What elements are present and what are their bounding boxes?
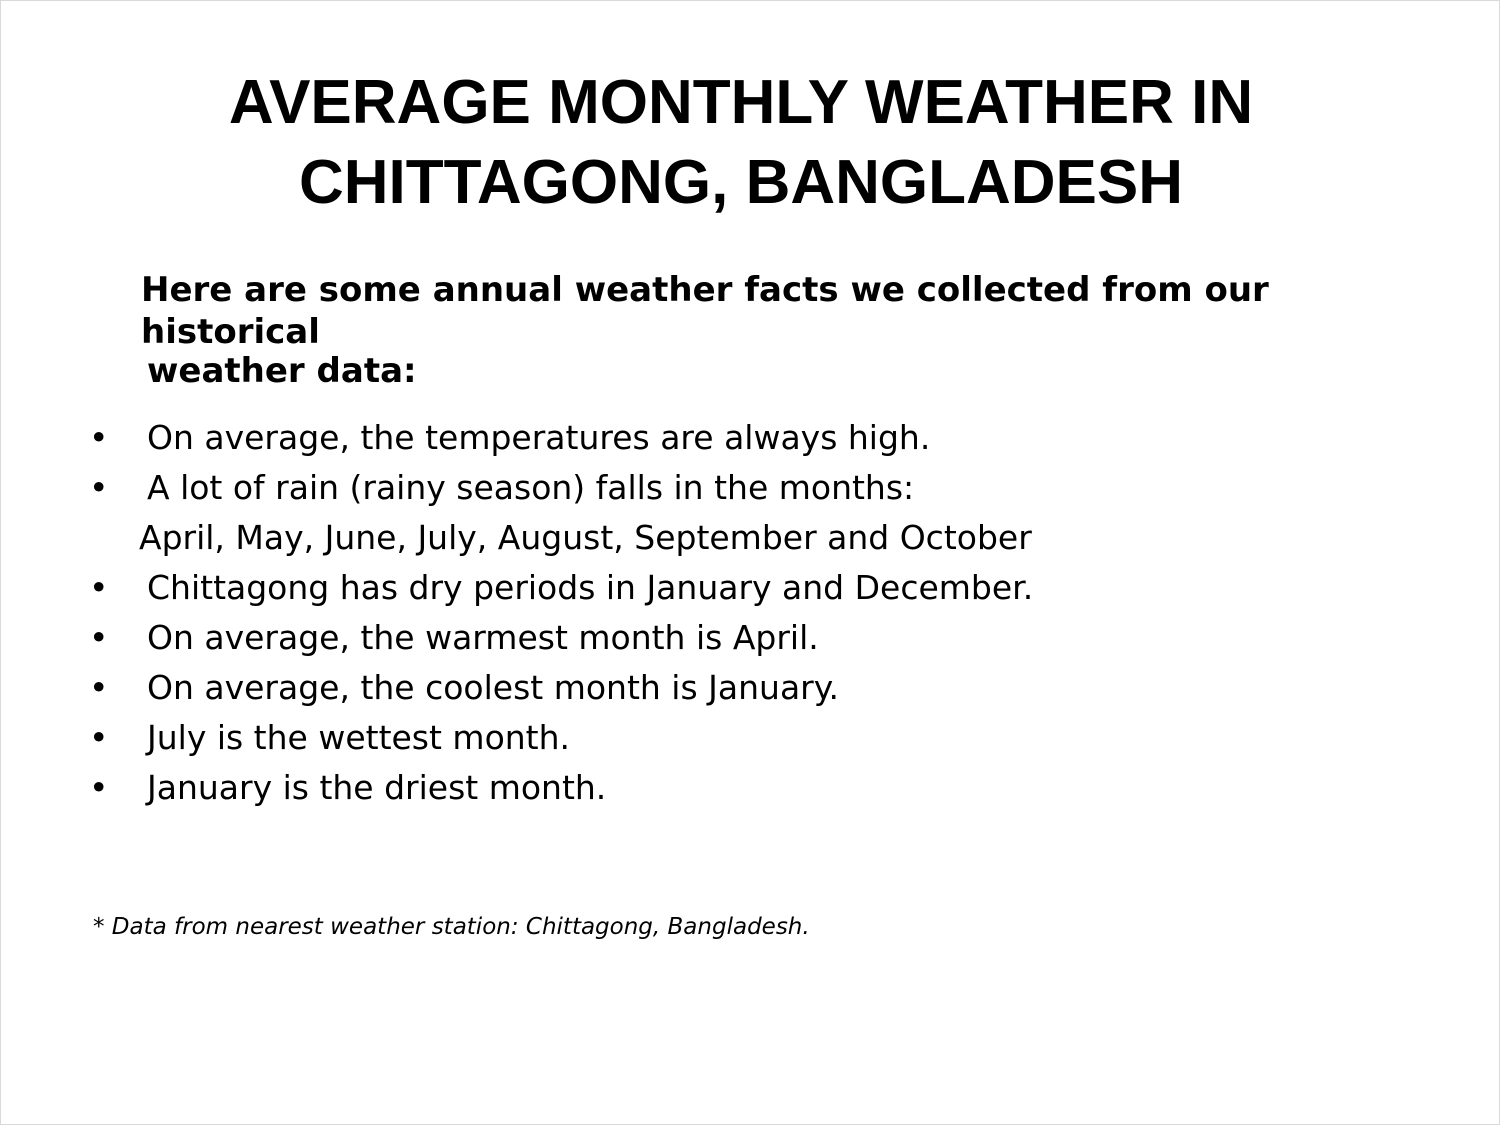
list-item [1,413,1481,463]
bullet-icon: • [89,468,109,507]
list-item [1,563,1481,613]
intro-line-2: weather data: [147,351,417,391]
list-item [1,763,1481,813]
bullet-icon: • [89,568,109,607]
bullet-icon: • [89,418,109,457]
fact-text: On average, the temperatures are always high. [147,418,931,457]
page-title [1,63,1481,223]
fact-text: January is the driest month. [147,768,607,807]
intro-paragraph [139,269,1439,389]
title-line-2: CHITTAGONG, BANGLADESH [298,148,1184,217]
fact-text: A lot of rain (rainy season) falls in the months: [147,468,915,507]
list-item-continuation [1,513,1481,563]
fact-text: July is the wettest month. [147,718,571,757]
fact-text: April, May, June, July, August, September and October [139,518,1032,557]
fact-text: Chittagong has dry periods in January and December. [147,568,1034,607]
weather-facts-list [1,413,1481,813]
intro-line-1: Here are some annual weather facts we collected from our historical [141,270,1269,352]
list-item [1,713,1481,763]
list-item [1,613,1481,663]
bullet-icon: • [89,618,109,657]
bullet-icon: • [89,718,109,757]
footnote: * Data from nearest weather station: Chittagong, Bangladesh. [93,914,810,940]
title-line-1: AVERAGE MONTHLY WEATHER IN [228,68,1254,137]
bullet-icon: • [89,668,109,707]
bullet-icon: • [89,768,109,807]
list-item [1,663,1481,713]
fact-text: On average, the coolest month is January. [147,668,840,707]
fact-text: On average, the warmest month is April. [147,618,819,657]
list-item [1,463,1481,513]
